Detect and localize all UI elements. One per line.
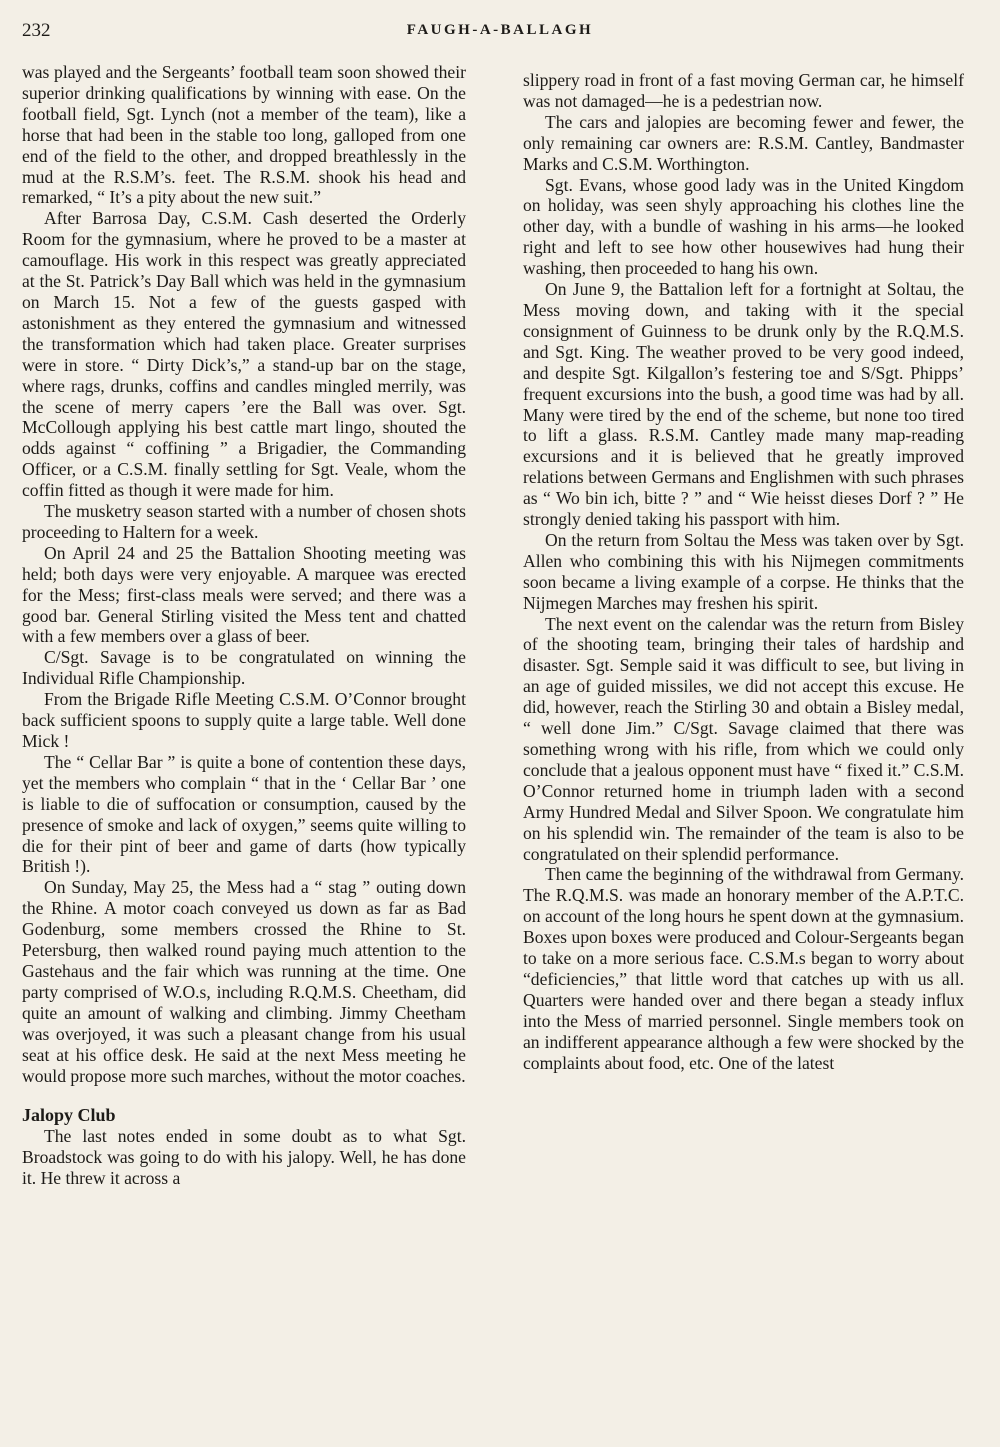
paragraph: After Barrosa Day, C.S.M. Cash deserted the Orderly Room for the gymnasium, where he proved to be a master at camouflage. His work in this respect was greatly appreciated at the St. Patrick’s Day Ball which was held in the gymnasium on March 15. Not a few of the guests gasped with astonishment as they entered the gymnasium and witnessed the transformation which had taken place. Greater surprises were in store. “ Dirty Dick’s,” a stand-up bar on the stage, where rags, drunks, coffins and candles mingled merrily, was the scene of merry capers ’ere the Ball was over. Sgt. McCollough applying his best cattle mart lingo, shouted the odds against “ coffining ” a Brigadier, the Commanding Officer, or a C.S.M. finally settling for Sgt. Veale, whom the coffin fitted as though it were made for him.: [22, 208, 466, 501]
page-header: [22, 20, 978, 44]
paragraph: On April 24 and 25 the Battalion Shooting meeting was held; both days were very enjoyable. A marquee was erected for the Mess; first-class meals were served; and there was a good bar. General Stirling visited the Mess tent and chatted with a few members over a glass of beer.: [22, 542, 466, 647]
paragraph: C/Sgt. Savage is to be congratulated on winning the Individual Rifle Championship.: [22, 647, 466, 689]
paragraph: The last notes ended in some doubt as to what Sgt. Broadstock was going to do with his jalopy. Well, he has done it. He threw it across a: [22, 1126, 466, 1189]
paragraph: Sgt. Evans, whose good lady was in the United Kingdom on holiday, was seen shyly approaching his clothes line the other day, with a bundle of washing in his arms—he looked right and left to see how other housewives had hung their washing, then proceeded to hang his own.: [523, 174, 964, 279]
paragraph: On June 9, the Battalion left for a fortnight at Soltau, the Mess moving down, and taking with it the special consignment of Guinness to be drunk only by the R.Q.M.S. and Sgt. King. The weather proved to be very good indeed, and despite Sgt. Kilgallon’s festering toe and S/Sgt. Phipps’ frequent excursions into the bush, a good time was had by all. Many were tired by the end of the scheme, but none too tired to lift a glass. R.S.M. Cantley made many map-reading excursions and it is believed that he greatly improved relations between Germans and Englishmen with such phrases as “ Wo bin ich, bitte ? ” and “ Wie heisst dieses Dorf ? ” He strongly denied taking his passport with him.: [523, 279, 964, 530]
paragraph: From the Brigade Rifle Meeting C.S.M. O’Connor brought back sufficient spoons to supply quite a large table. Well done Mick !: [22, 689, 466, 751]
paragraph: Then came the beginning of the withdrawal from Germany. The R.Q.M.S. was made an honorary member of the A.P.T.C. on account of the long hours he spent down at the gymnasium. Boxes upon boxes were produced and Colour-Sergeants began to take on a more serious face. C.S.M.s began to worry about “deficiencies,” that little word that catches up with us all. Quarters were handed over and there began a steady influx into the Mess of married personnel. Single members took on an indifferent appearance although a few were shocked by the complaints about food, etc. One of the latest: [523, 864, 964, 1073]
right-column: [523, 70, 964, 1074]
running-title: FAUGH-A-BALLAGH: [406, 22, 594, 38]
paragraph: slippery road in front of a fast moving German car, he himself was not damaged—he is a pedestrian now.: [523, 70, 964, 111]
paragraph: On Sunday, May 25, the Mess had a “ stag ” outing down the Rhine. A motor coach conveyed us down as far as Bad Godenburg, some members crossed the Rhine to St. Petersburg, then walked round paying much attention to the Gastehaus and the fair which was running at the time. One party comprised of W.O.s, including R.Q.M.S. Cheetham, did quite an amount of walking and climbing. Jimmy Cheetham was overjoyed, it was such a pleasant change from his usual seat at his office desk. He said at the next Mess meeting he would propose more such marches, without the motor coaches.: [22, 877, 466, 1086]
paragraph: On the return from Soltau the Mess was taken over by Sgt. Allen who combining this with his Nijmegen commitments soon became a living example of a corpse. He thinks that the Nijmegen Marches may freshen his spirit.: [523, 529, 964, 613]
paragraph: The next event on the calendar was the return from Bisley of the shooting team, bringing their tales of hardship and disaster. Sgt. Semple said it was difficult to see, but living in an age of guided missiles, we did not accept this excuse. He did, however, reach the Stirling 30 and obtain a Bisley medal, “ well done Jim.” C/Sgt. Savage claimed that there was something wrong with his rifle, from which we could only conclude that a jealous opponent must have “ fixed it.” C.S.M. O’Connor returned home in triumph laden with a second Army Hundred Medal and Silver Spoon. We congratulate him on his splendid win. The remainder of the team is also to be congratulated on their splendid performance.: [523, 613, 964, 864]
paragraph: The cars and jalopies are becoming fewer and fewer, the only remaining car owners are: R.S.M. Cantley, Bandmaster Marks and C.S.M. Worthington.: [523, 111, 964, 174]
paragraph: The musketry season started with a number of chosen shots proceeding to Haltern for a week.: [22, 501, 466, 542]
paragraph: The “ Cellar Bar ” is quite a bone of contention these days, yet the members who complain “ that in the ‘ Cellar Bar ’ one is liable to die of suffocation or consumption, caused by the presence of smoke and lack of oxygen,” seems quite willing to die for their pint of beer and game of darts (how typically British !).: [22, 751, 466, 877]
paragraph: was played and the Sergeants’ football team soon showed their superior drinking qualifications by winning with ease. On the football field, Sgt. Lynch (not a member of the team), like a horse that had been in the stable too long, galloped from one end of the field to the other, and dropped breathlessly in the mud at the R.S.M’s. feet. The R.S.M. shook his head and remarked, “ It’s a pity about the new suit.”: [22, 62, 466, 208]
page-number: 232: [22, 20, 51, 41]
section-heading: Jalopy Club: [22, 1105, 116, 1126]
left-column: [22, 62, 466, 1189]
